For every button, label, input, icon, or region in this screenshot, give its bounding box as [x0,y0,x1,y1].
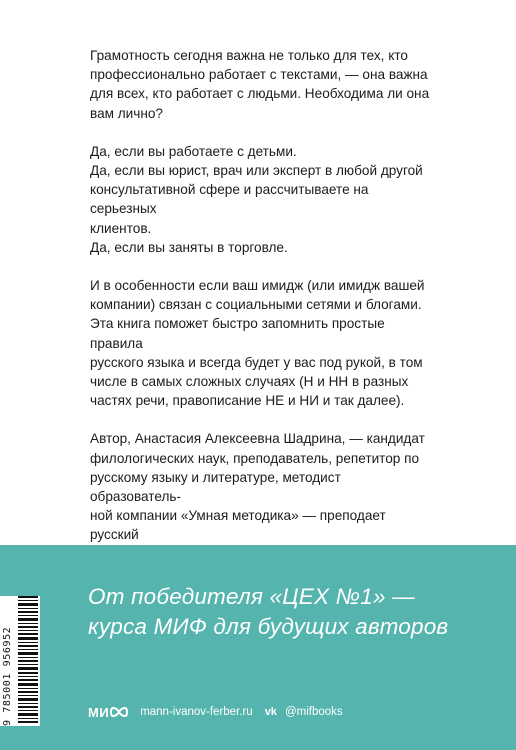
text-line: русского языка и всегда будет у вас под рукой, в том [90,354,423,370]
text-line: вам лично? [90,105,163,121]
barcode [0,596,40,726]
paragraph-1 [90,46,430,123]
text-line: филологических наук, преподаватель, репетитор по [90,450,420,466]
paragraph-2 [90,142,430,257]
text-line: Да, если вы работаете с детьми. [90,143,297,159]
vk-icon[interactable]: vk [264,706,277,718]
text-line: русскому языку и литературе, методист образователь- [90,469,341,505]
back-cover-text [90,46,430,602]
publisher-footer [88,703,343,721]
text-line: Грамотность сегодня важна не только для тех, кто [90,48,408,63]
text-line: клиентов. [90,220,152,236]
text-line: профессионально работает с текстами, — она важна [90,67,428,83]
infinity-icon [110,707,128,717]
text-line: Эта книга поможет быстро запомнить простые правила [90,316,385,351]
text-line: для всех, кто работает с людьми. Необходима ли она [90,86,430,102]
text-line: консультативной сфере и рассчитываете на серьезных [90,182,369,217]
text-line: частях речи, правописание НЕ и НИ и так далее). [90,393,405,409]
slogan-line-2: курса МИФ для будущих авторов [88,614,449,639]
text-line: ной компании «Умная методика» — преподает русский [90,508,386,543]
text-line: Да, если вы юрист, врач или эксперт в любой другой [90,163,423,179]
text-line: числе в самых сложных случаях (Н и НН в разных [90,374,409,390]
barcode-bars [18,596,38,724]
text-line: компании) связан с социальными сетями и блогами. [90,297,422,313]
publisher-logo [88,705,128,720]
text-line: Да, если вы заняты в торговле. [90,239,288,255]
text-line: И в особенности если ваш имидж (или имидж вашей [90,278,425,294]
slogan [88,582,448,642]
website-link[interactable]: mann-ivanov-ferber.ru [140,706,253,718]
slogan-line-1: От победителя «ЦЕХ №1» — [88,584,415,609]
barcode-number: 9 785001 956952 [2,626,13,726]
logo-text: МИ [88,704,110,720]
social-handle[interactable]: @mifbooks [284,706,343,718]
paragraph-3 [90,276,430,410]
text-line: Автор, Анастасия Алексеевна Шадрина, — кандидат [90,431,425,447]
